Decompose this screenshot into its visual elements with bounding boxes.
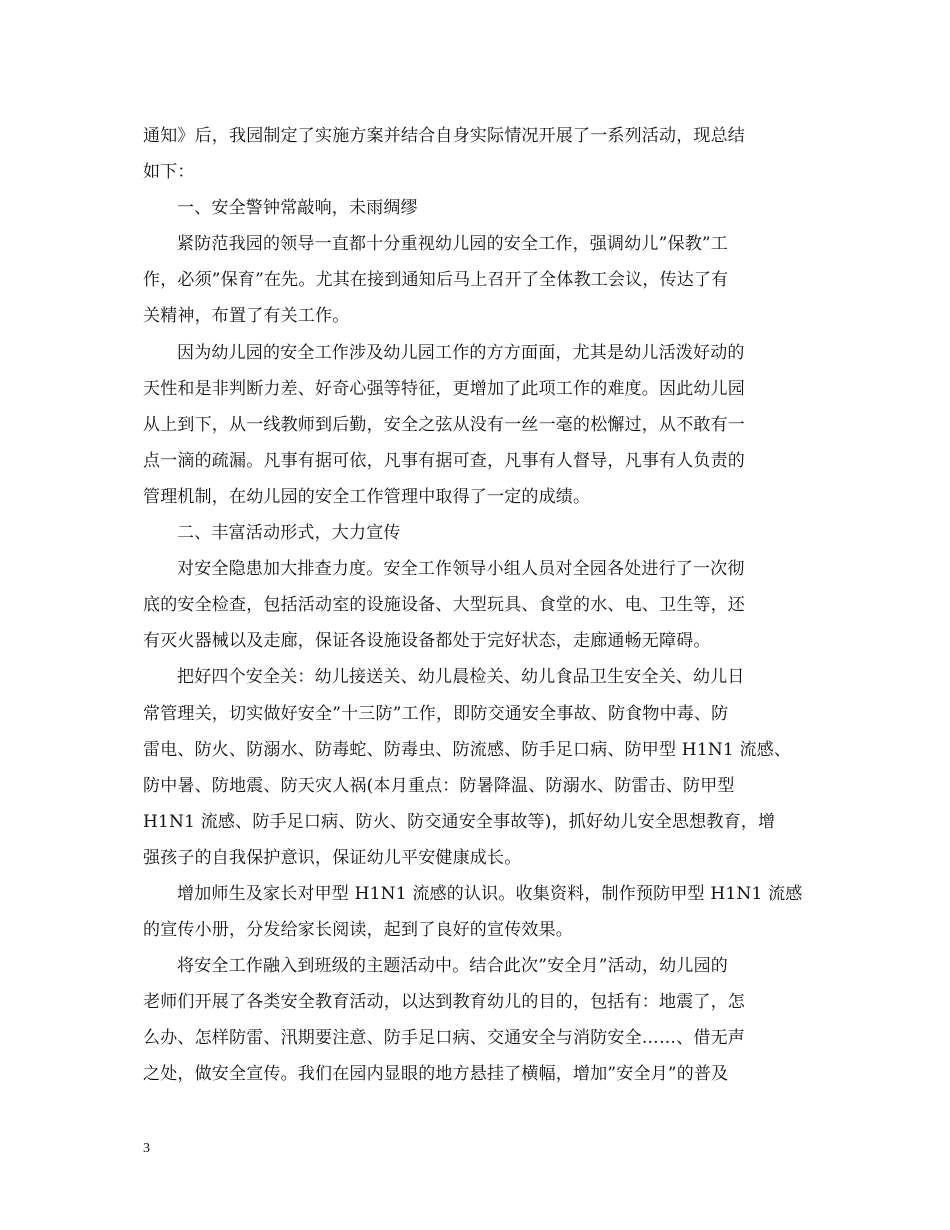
text-line: H1N1 流感、防手足口病、防火、防交通安全事故等)，抓好幼儿安全思想教育，增 bbox=[143, 811, 776, 832]
text-line: 雷电、防火、防溺水、防毒蛇、防毒虫、防流感、防手足口病、防甲型 H1N1 流感、 bbox=[143, 739, 792, 760]
text-line: 防中暑、防地震、防天灾人祸(本月重点：防暑降温、防溺水、防雷击、防甲型 bbox=[143, 775, 735, 796]
page-number: 3 bbox=[143, 1141, 150, 1156]
paragraph-start: 对安全隐患加大排查力度。安全工作领导小组人员对全园各处进行了一次彻 bbox=[177, 559, 745, 580]
text-line: 么办、怎样防雷、汛期要注意、防手足口病、交通安全与消防安全……、借无声 bbox=[143, 1028, 745, 1049]
text-line: 之处，做安全宣传。我们在园内显眼的地方悬挂了横幅，增加”安全月”的普及 bbox=[143, 1064, 729, 1085]
section-heading: 二、丰富活动形式，大力宣传 bbox=[177, 523, 401, 544]
text-line: 天性和是非判断力差、好奇心强等特征，更增加了此项工作的难度。因此幼儿园 bbox=[143, 378, 745, 399]
document-body bbox=[143, 118, 813, 1093]
text-line: 作，必须”保育”在先。尤其在接到通知后马上召开了全体教工会议，传达了有 bbox=[143, 270, 729, 291]
text-line: 点一滴的疏漏。凡事有据可依，凡事有据可查，凡事有人督导，凡事有人负责的 bbox=[143, 450, 745, 471]
paragraph-start: 把好四个安全关：幼儿接送关、幼儿晨检关、幼儿食品卫生安全关、幼儿日 bbox=[177, 667, 745, 688]
text-line: 通知》后，我园制定了实施方案并结合自身实际情况开展了一系列活动，现总结 bbox=[143, 126, 745, 146]
text-line: 常管理关，切实做好安全”十三防”工作，即防交通安全事故、防食物中毒、防 bbox=[143, 703, 729, 724]
text-line: 老师们开展了各类安全教育活动，以达到教育幼儿的目的，包括有：地震了，怎 bbox=[143, 992, 745, 1013]
paragraph-start: 紧防范我园的领导一直都十分重视幼儿园的安全工作，强调幼儿”保教”工 bbox=[177, 234, 728, 255]
text-line: 从上到下，从一线教师到后勤，安全之弦从没有一丝一毫的松懈过，从不敢有一 bbox=[143, 414, 745, 435]
text-line: 的宣传小册，分发给家长阅读，起到了良好的宣传效果。 bbox=[143, 920, 573, 941]
paragraph-start: 因为幼儿园的安全工作涉及幼儿园工作的方方面面，尤其是幼儿活泼好动的 bbox=[177, 342, 745, 363]
text-line: 底的安全检查，包括活动室的设施设备、大型玩具、食堂的水、电、卫生等，还 bbox=[143, 595, 745, 616]
paragraph-start: 将安全工作融入到班级的主题活动中。结合此次”安全月”活动，幼儿园的 bbox=[177, 956, 728, 977]
text-line: 关精神，布置了有关工作。 bbox=[143, 306, 350, 327]
paragraph-start: 增加师生及家长对甲型 H1N1 流感的认识。收集资料，制作预防甲型 H1N1 流感 bbox=[177, 883, 803, 904]
text-line: 管理机制，在幼儿园的安全工作管理中取得了一定的成绩。 bbox=[143, 486, 591, 507]
text-line: 如下： bbox=[143, 162, 195, 183]
text-line: 有灭火器械以及走廊，保证各设施设备都处于完好状态，走廊通畅无障碍。 bbox=[143, 631, 711, 652]
section-heading: 一、安全警钟常敲响，未雨绸缪 bbox=[177, 198, 418, 219]
text-line: 强孩子的自我保护意识，保证幼儿平安健康成长。 bbox=[143, 847, 522, 868]
